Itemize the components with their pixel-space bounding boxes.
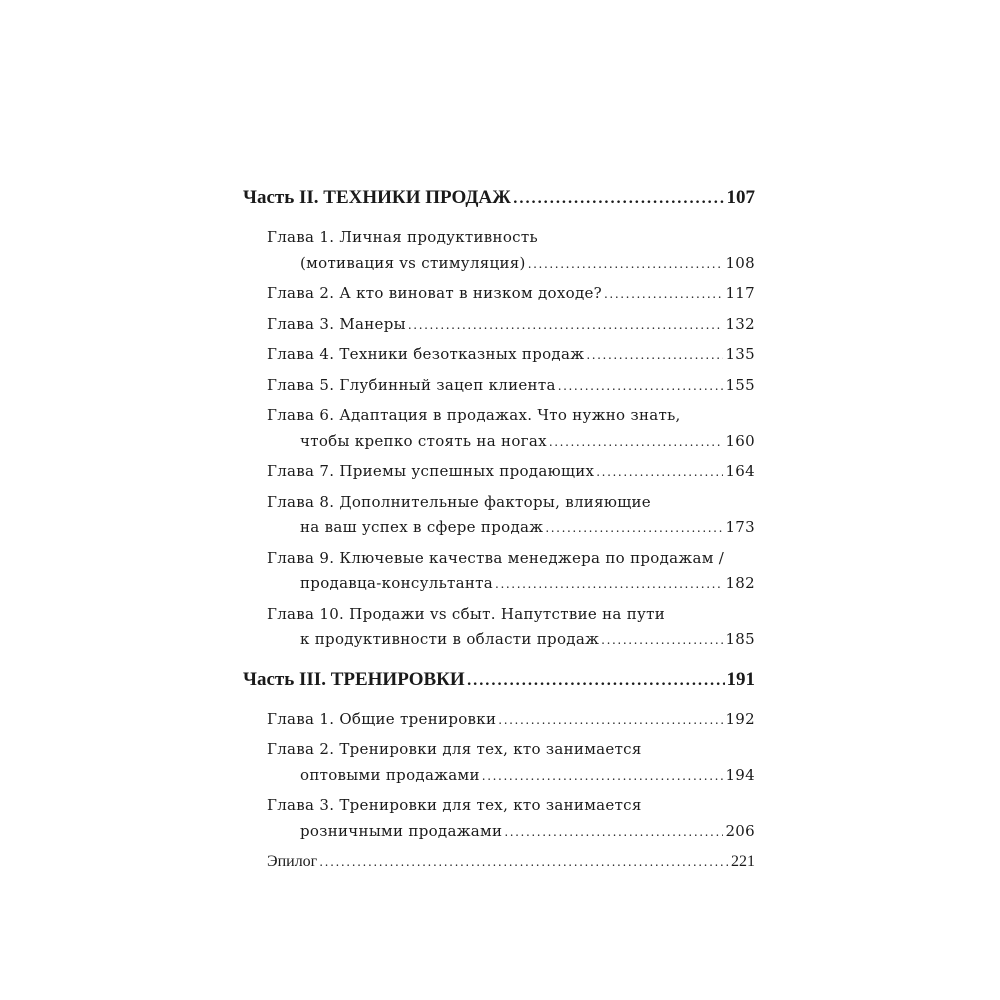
chapter-title-cont: к продуктивности в области продаж — [300, 630, 600, 648]
chapter-title-cont: розничными продажами — [300, 821, 503, 840]
toc-chapter[interactable] — [243, 459, 755, 486]
chapter-title-cont: чтобы крепко стоять на ногах — [300, 431, 547, 450]
page-number: 192 — [725, 709, 755, 728]
chapter-title: Глава 3. Манеры — [267, 314, 406, 333]
page-number: 185 — [725, 630, 755, 648]
toc-chapter[interactable] — [243, 490, 755, 542]
page-number: 173 — [725, 518, 755, 536]
page-number: 191 — [726, 668, 755, 690]
toc-chapter[interactable] — [243, 342, 755, 369]
toc-chapter[interactable] — [243, 707, 755, 734]
chapter-title: Глава 7. Приемы успешных продающих — [267, 462, 595, 480]
toc-chapter[interactable] — [243, 281, 755, 308]
page-number: 160 — [725, 431, 755, 450]
dot-leader — [408, 313, 724, 339]
toc-chapter[interactable] — [243, 312, 755, 339]
page-number: 107 — [726, 187, 755, 208]
dot-leader — [482, 764, 724, 790]
chapter-title-cont: (мотивация vs стимуляция) — [300, 253, 526, 272]
dot-leader — [596, 460, 723, 486]
dot-leader — [586, 343, 723, 369]
chapter-title-cont: на ваш успех в сфере продаж — [300, 518, 544, 536]
toc-part-2[interactable] — [243, 182, 755, 213]
chapter-title: Глава 9. Ключевые качества менеджера по продажам / — [267, 548, 725, 567]
table-of-contents — [243, 182, 755, 876]
part-title: Часть II. ТЕХНИКИ ПРОДАЖ — [243, 187, 511, 208]
chapter-title: Глава 3. Тренировки для тех, кто занимается — [267, 796, 642, 814]
page-number: 132 — [725, 314, 755, 333]
toc-chapter[interactable] — [243, 373, 755, 400]
part-title: Часть III. ТРЕНИРОВКИ — [243, 668, 465, 690]
dot-leader — [604, 282, 723, 308]
chapter-title: Глава 2. А кто виноват в низком доходе? — [267, 284, 603, 302]
toc-chapter[interactable] — [243, 546, 755, 598]
dot-leader — [467, 666, 725, 697]
page-number: 135 — [725, 345, 755, 363]
toc-chapter[interactable] — [243, 737, 755, 789]
chapter-title: Глава 10. Продажи vs сбыт. Напутствие на пути — [267, 604, 666, 623]
page-number: 221 — [731, 853, 755, 870]
page-number: 117 — [725, 284, 755, 302]
chapter-title: Глава 2. Тренировки для тех, кто занимается — [267, 740, 642, 758]
chapter-title: Глава 6. Адаптация в продажах. Что нужно знать, — [267, 406, 681, 424]
dot-leader — [495, 572, 723, 598]
dot-leader — [498, 708, 723, 734]
page-number: 155 — [725, 375, 755, 394]
page-number: 182 — [725, 574, 755, 592]
chapter-title: Глава 1. Личная продуктивность — [267, 228, 538, 246]
dot-leader — [319, 850, 729, 876]
toc-part-3[interactable] — [243, 664, 755, 695]
toc-chapter[interactable] — [243, 793, 755, 845]
toc-epilog[interactable] — [243, 849, 755, 876]
chapter-title: Глава 8. Дополнительные факторы, влияющие — [267, 492, 651, 511]
dot-leader — [504, 820, 723, 846]
page-number: 194 — [725, 765, 755, 784]
toc-chapter[interactable] — [243, 403, 755, 455]
chapter-title: Глава 4. Техники безотказных продаж — [267, 345, 585, 363]
dot-leader — [558, 374, 724, 400]
chapter-title: Глава 1. Общие тренировки — [267, 709, 497, 728]
page-number: 206 — [725, 821, 755, 840]
toc-chapter[interactable] — [243, 602, 755, 654]
chapter-title: Глава 5. Глубинный зацеп клиента — [267, 375, 556, 394]
chapter-title-cont: оптовыми продажами — [300, 765, 480, 784]
dot-leader — [513, 184, 725, 215]
dot-leader — [545, 516, 723, 542]
epilog-title: Эпилог — [267, 853, 318, 870]
dot-leader — [549, 430, 724, 456]
page-number: 164 — [725, 462, 755, 480]
toc-chapter[interactable] — [243, 225, 755, 277]
dot-leader — [528, 252, 724, 278]
chapter-title-cont: продавца-консультанта — [300, 574, 494, 592]
dot-leader — [601, 628, 723, 654]
page-number: 108 — [725, 253, 755, 272]
